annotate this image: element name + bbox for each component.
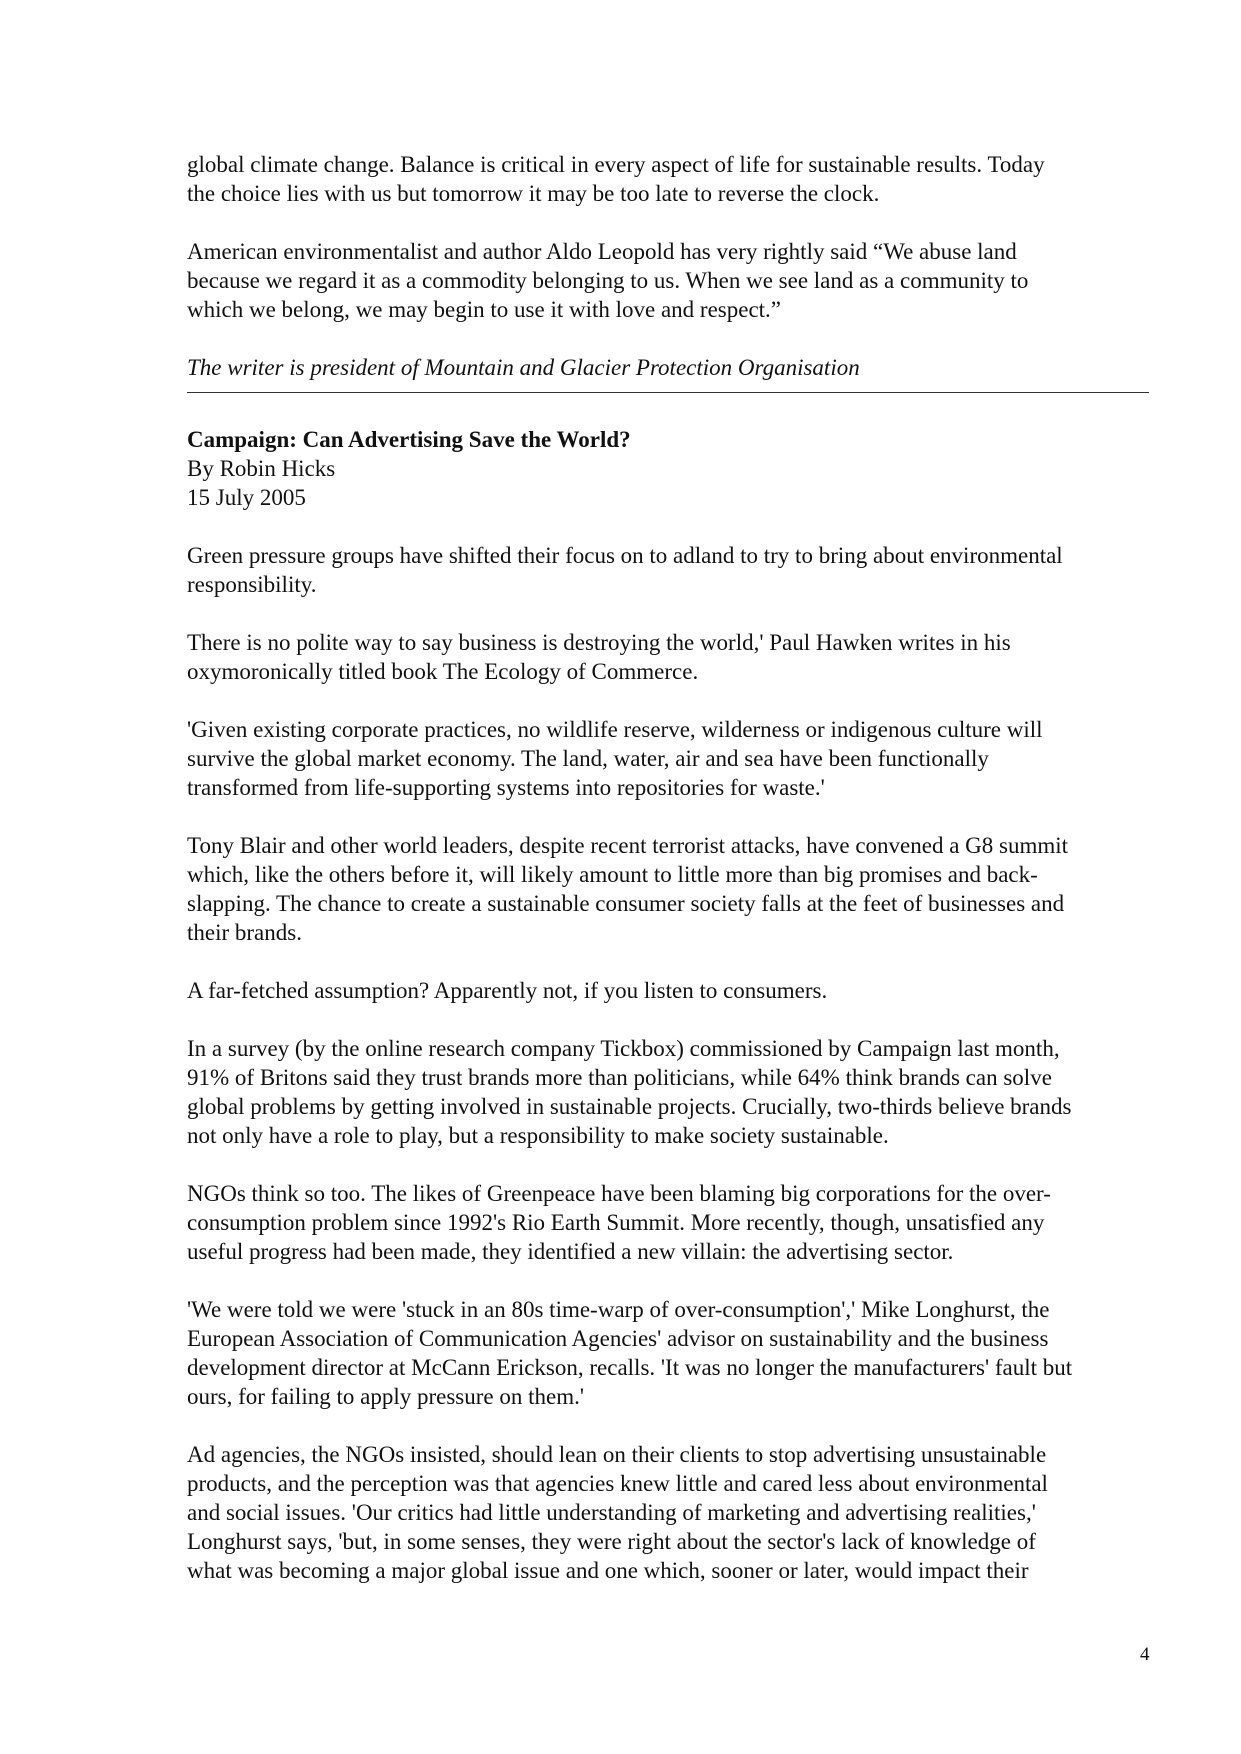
article-paragraph-1 <box>187 541 1147 599</box>
text-line: 91% of Britons said they trust brands more than politicians, while 64% think brands can solve <box>187 1065 1052 1090</box>
article-paragraph-7 <box>187 1179 1147 1266</box>
text-line: Longhurst says, 'but, in some senses, they were right about the sector's lack of knowledge of <box>187 1529 1036 1554</box>
text-line: European Association of Communication Agencies' advisor on sustainability and the business <box>187 1326 1049 1351</box>
article-paragraph-4 <box>187 831 1147 947</box>
text-line: ours, for failing to apply pressure on them.' <box>187 1384 584 1409</box>
text-line: In a survey (by the online research company Tickbox) commissioned by Campaign last month, <box>187 1036 1060 1061</box>
text-line: not only have a role to play, but a responsibility to make society sustainable. <box>187 1123 889 1148</box>
text-line: the choice lies with us but tomorrow it may be too late to reverse the clock. <box>187 181 880 206</box>
text-line: global climate change. Balance is critical in every aspect of life for sustainable results. Today <box>187 152 1045 177</box>
text-line: development director at McCann Erickson, recalls. 'It was no longer the manufacturers' fault but <box>187 1355 1073 1380</box>
text-line: slapping. The chance to create a sustainable consumer society falls at the feet of businesses and <box>187 891 1065 916</box>
text-line: 'Given existing corporate practices, no wildlife reserve, wilderness or indigenous culture will <box>187 717 1043 742</box>
text-line: which we belong, we may begin to use it with love and respect.” <box>187 297 782 322</box>
intro-paragraph-2 <box>187 237 1147 324</box>
text-line: There is no polite way to say business is destroying the world,' Paul Hawken writes in his <box>187 630 1011 655</box>
page-number: 4 <box>1140 1644 1150 1665</box>
text-line: and social issues. 'Our critics had little understanding of marketing and advertising realities,' <box>187 1500 1036 1525</box>
article-byline: By Robin Hicks <box>187 456 336 481</box>
text-line: useful progress had been made, they identified a new villain: the advertising sector. <box>187 1239 954 1264</box>
text-line: consumption problem since 1992's Rio Earth Summit. More recently, though, unsatisfied any <box>187 1210 1045 1235</box>
text-line: American environmentalist and author Aldo Leopold has very rightly said “We abuse land <box>187 239 1017 264</box>
text-line: Ad agencies, the NGOs insisted, should lean on their clients to stop advertising unsustainable <box>187 1442 1047 1467</box>
text-line: Green pressure groups have shifted their focus on to adland to try to bring about environmental <box>187 543 1063 568</box>
text-line: products, and the perception was that agencies knew little and cared less about environmental <box>187 1471 1048 1496</box>
text-line: Tony Blair and other world leaders, despite recent terrorist attacks, have convened a G8 summit <box>187 833 1069 858</box>
intro-paragraph-1 <box>187 150 1147 208</box>
article-paragraph-2 <box>187 628 1147 686</box>
article-headline: Campaign: Can Advertising Save the World? <box>187 427 631 452</box>
text-line: oxymoronically titled book The Ecology of Commerce. <box>187 659 699 684</box>
text-line: NGOs think so too. The likes of Greenpeace have been blaming big corporations for the over- <box>187 1181 1051 1206</box>
text-line: what was becoming a major global issue and one which, sooner or later, would impact their <box>187 1558 1029 1583</box>
article-paragraph-5 <box>187 976 1147 1005</box>
text-line: which, like the others before it, will likely amount to little more than big promises and back- <box>187 862 1038 887</box>
article-paragraph-9 <box>187 1440 1147 1585</box>
article-paragraph-6 <box>187 1034 1147 1150</box>
document-page <box>187 150 1147 1614</box>
writer-note: The writer is president of Mountain and Glacier Protection Organisation <box>187 355 860 380</box>
text-line: responsibility. <box>187 572 317 597</box>
section-divider <box>187 392 1149 393</box>
text-line: 'We were told we were 'stuck in an 80s time-warp of over-consumption',' Mike Longhurst, the <box>187 1297 1050 1322</box>
article-paragraph-3 <box>187 715 1147 802</box>
article-date: 15 July 2005 <box>187 485 306 510</box>
text-line: because we regard it as a commodity belonging to us. When we see land as a community to <box>187 268 1029 293</box>
text-line: survive the global market economy. The land, water, air and sea have been functionally <box>187 746 989 771</box>
text-line: transformed from life-supporting systems into repositories for waste.' <box>187 775 825 800</box>
text-line: A far-fetched assumption? Apparently not, if you listen to consumers. <box>187 978 828 1003</box>
text-line: their brands. <box>187 920 302 945</box>
article-paragraph-8 <box>187 1295 1147 1411</box>
text-line: global problems by getting involved in sustainable projects. Crucially, two-thirds believe brands <box>187 1094 1072 1119</box>
